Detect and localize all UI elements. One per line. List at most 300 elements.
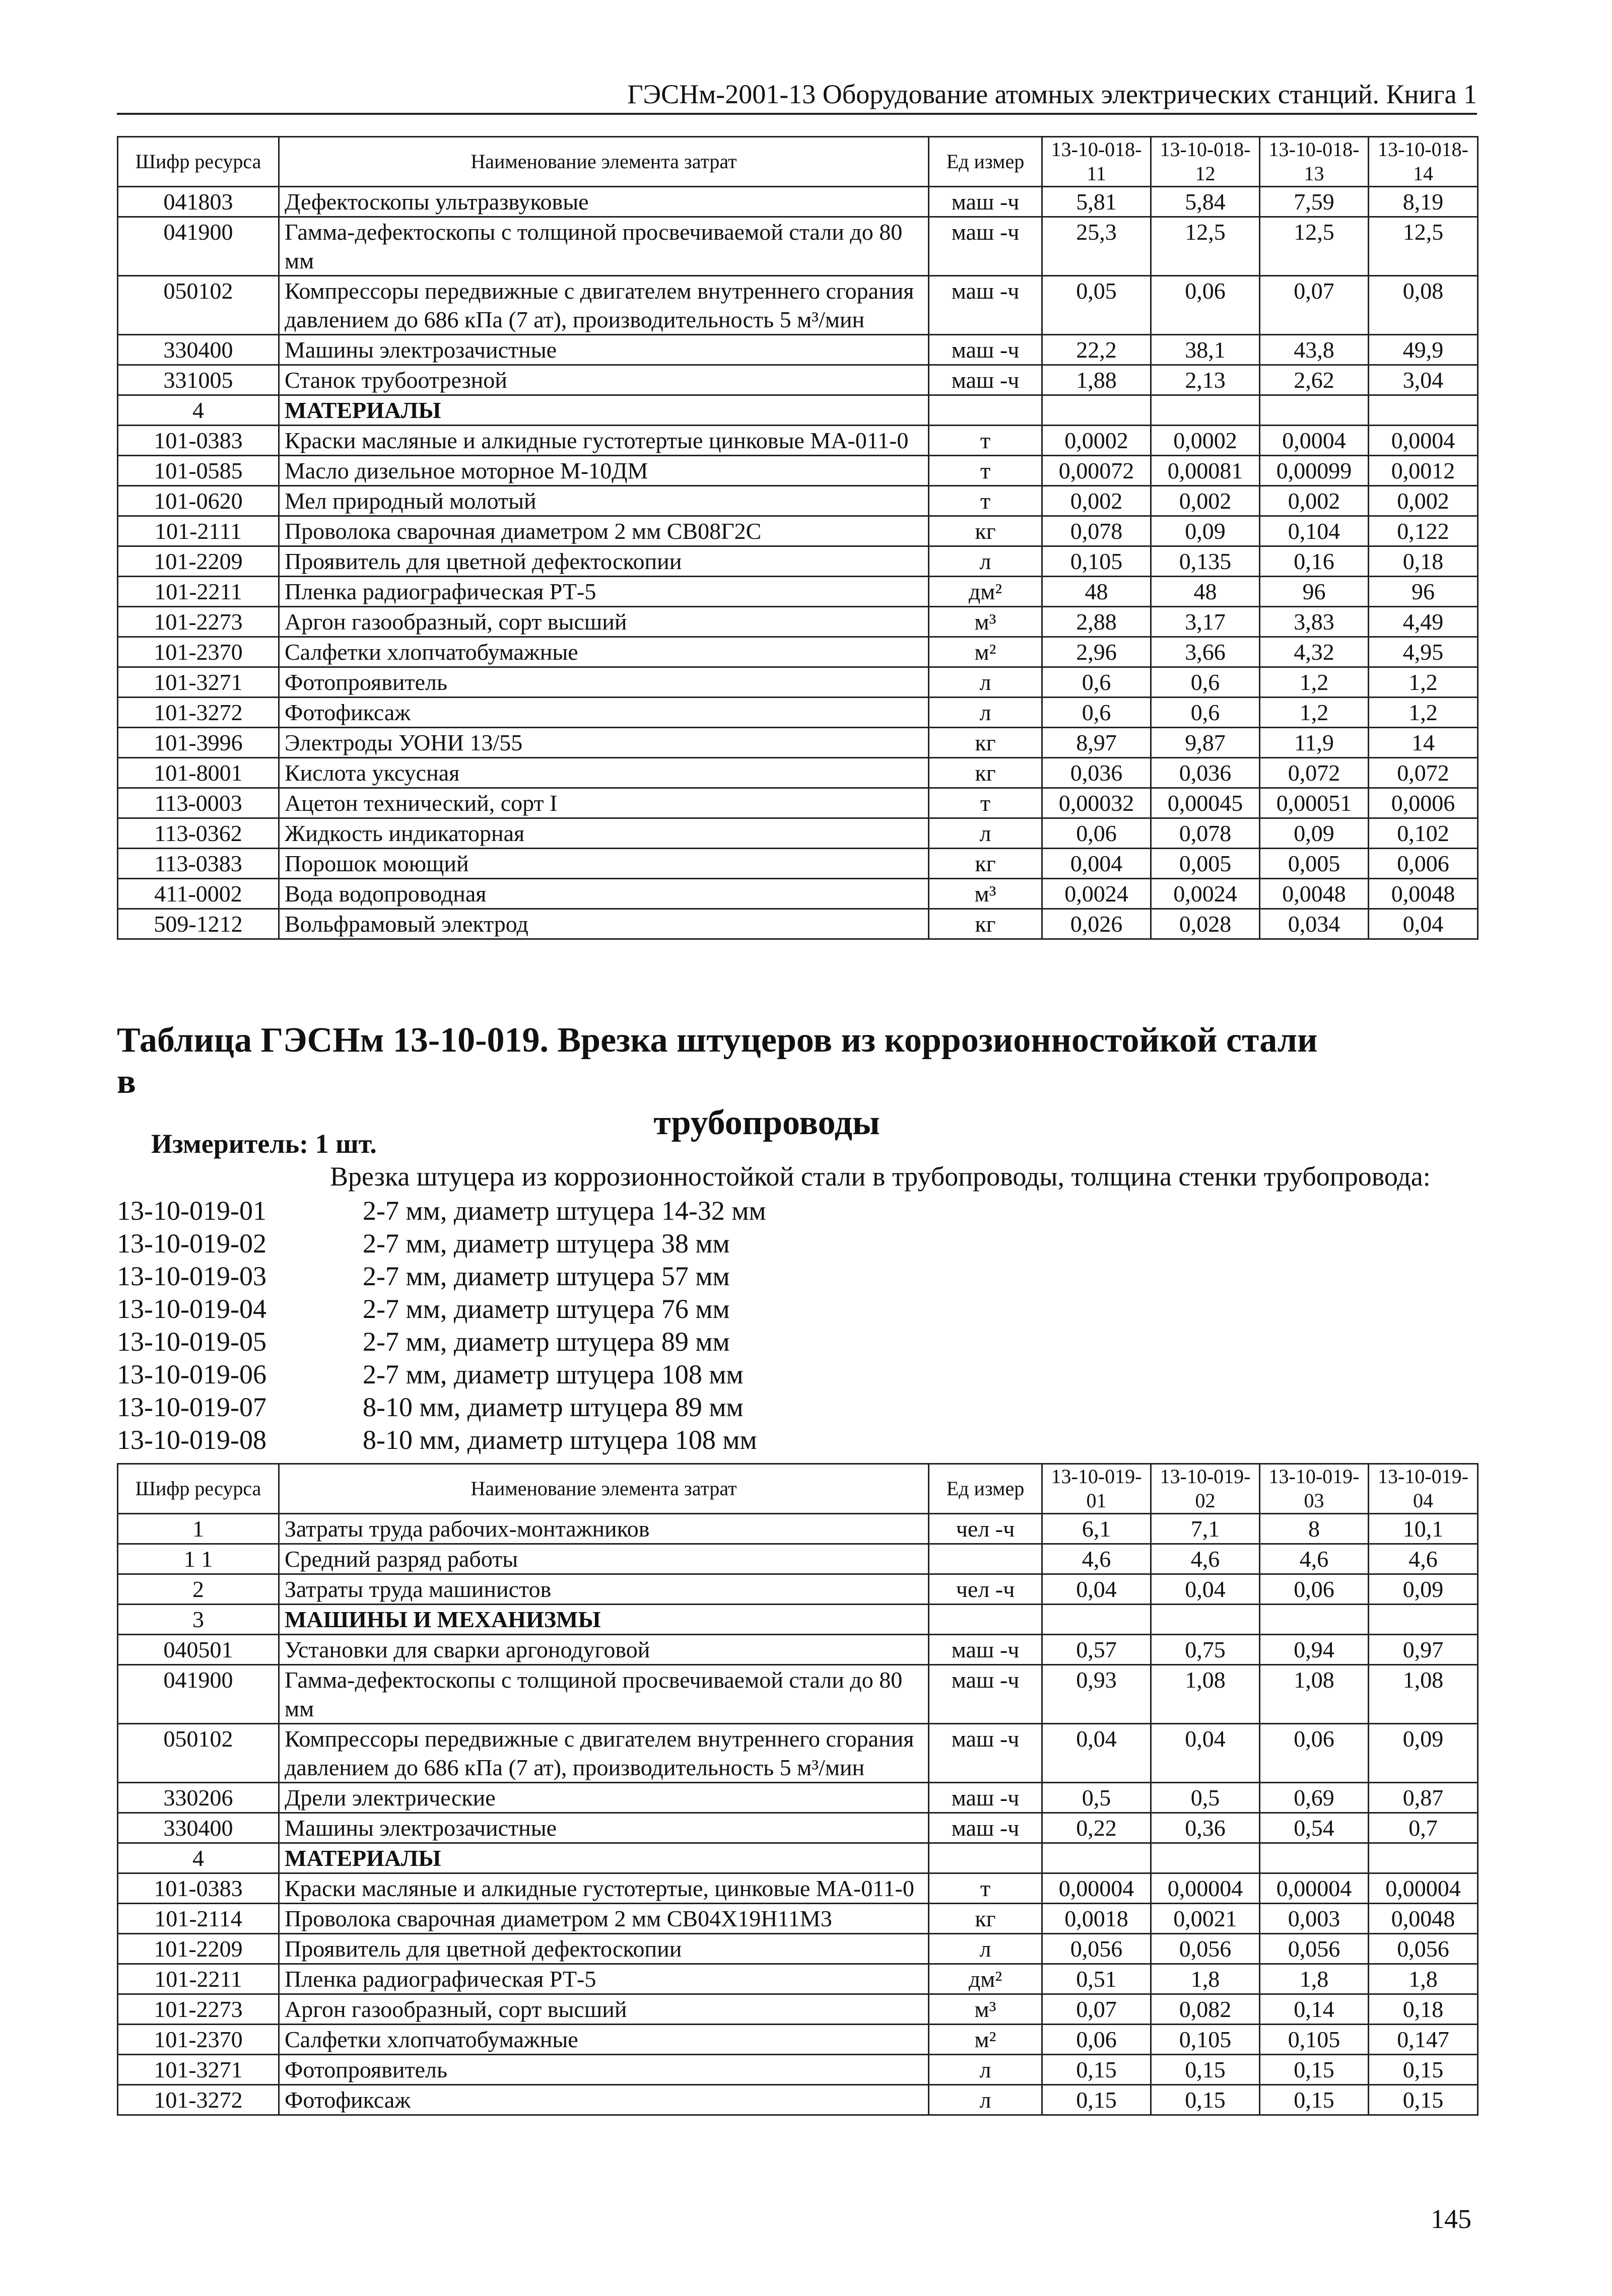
variant-code: 13-10-019-04 (117, 1294, 266, 1324)
table-row (118, 788, 1478, 818)
resource-code-cell: 050102 (118, 276, 279, 335)
value-cell: 0,105 (1151, 2025, 1260, 2055)
value-cell: 0,105 (1042, 546, 1151, 577)
unit-cell: м² (929, 2025, 1042, 2055)
value-cell: 3,66 (1151, 637, 1260, 667)
resource-code-cell: 1 1 (118, 1544, 279, 1574)
resource-code-cell: 101-2111 (118, 516, 279, 546)
value-cell: 0,056 (1042, 1934, 1151, 1964)
resource-code-cell: 101-8001 (118, 758, 279, 788)
unit-cell: л (929, 546, 1042, 577)
column-header: 13-10-019-01 (1042, 1464, 1151, 1514)
value-cell: 1,2 (1260, 667, 1369, 698)
value-cell: 0,002 (1369, 486, 1478, 516)
resource-name-cell: Проволока сварочная диаметром 2 мм СВ08Г2С (279, 516, 929, 546)
unit-cell: кг (929, 849, 1042, 879)
value-cell: 0,00081 (1151, 456, 1260, 486)
value-cell: 1,2 (1369, 667, 1478, 698)
value-cell: 0,18 (1369, 1994, 1478, 2025)
value-cell: 0,006 (1369, 849, 1478, 879)
value-cell: 12,5 (1260, 217, 1369, 276)
unit-cell: дм² (929, 1964, 1042, 1994)
resource-name-cell: Вольфрамовый электрод (279, 909, 929, 939)
table-row (118, 909, 1478, 939)
value-cell: 3,04 (1369, 365, 1478, 395)
value-cell: 0,004 (1042, 849, 1151, 879)
unit-cell: кг (929, 909, 1042, 939)
value-cell: 4,95 (1369, 637, 1478, 667)
value-cell: 0,06 (1260, 1574, 1369, 1605)
value-cell (1151, 1605, 1260, 1635)
value-cell: 7,59 (1260, 187, 1369, 217)
resource-name-cell: Фотофиксаж (279, 2085, 929, 2115)
table-row (118, 456, 1478, 486)
table-row (118, 1544, 1478, 1574)
value-cell: 0,36 (1151, 1813, 1260, 1843)
value-cell (1042, 1843, 1151, 1873)
value-cell (1260, 395, 1369, 426)
value-cell: 4,6 (1042, 1544, 1151, 1574)
unit-cell: маш -ч (929, 365, 1042, 395)
value-cell: 0,105 (1260, 2025, 1369, 2055)
table-row (118, 698, 1478, 728)
value-cell: 0,0048 (1260, 879, 1369, 909)
value-cell: 0,54 (1260, 1813, 1369, 1843)
column-header: Шифр ресурса (118, 137, 279, 187)
value-cell (1369, 1843, 1478, 1873)
table-row (118, 2085, 1478, 2115)
value-cell: 1,08 (1260, 1665, 1369, 1724)
table-row (118, 637, 1478, 667)
value-cell: 4,6 (1369, 1544, 1478, 1574)
resource-code-cell: 050102 (118, 1724, 279, 1783)
value-cell: 0,09 (1260, 818, 1369, 849)
value-cell: 43,8 (1260, 335, 1369, 365)
unit-cell (929, 395, 1042, 426)
table-row (118, 1964, 1478, 1994)
resource-code-cell: 4 (118, 1843, 279, 1873)
resource-code-cell: 041803 (118, 187, 279, 217)
table-row (118, 426, 1478, 456)
value-cell: 0,97 (1369, 1635, 1478, 1665)
value-cell: 0,056 (1369, 1934, 1478, 1964)
variant-text: 8-10 мм, диаметр штуцера 108 мм (363, 1425, 757, 1455)
resource-code-cell: 101-2370 (118, 637, 279, 667)
resource-name-cell: Жидкость индикаторная (279, 818, 929, 849)
unit-cell: маш -ч (929, 335, 1042, 365)
resource-name-cell: Гамма-дефектоскопы с толщиной просвечиваемой стали до 80 мм (279, 1665, 929, 1724)
value-cell: 1,8 (1369, 1964, 1478, 1994)
column-header: 13-10-019-04 (1369, 1464, 1478, 1514)
value-cell: 49,9 (1369, 335, 1478, 365)
value-cell: 5,84 (1151, 187, 1260, 217)
value-cell: 3,83 (1260, 607, 1369, 637)
value-cell: 0,00004 (1369, 1873, 1478, 1904)
value-cell (1151, 1843, 1260, 1873)
table-title-line2: трубопроводы (653, 1103, 880, 1142)
variant-item (117, 1260, 766, 1293)
value-cell: 0,08 (1369, 276, 1478, 335)
table-row (118, 217, 1478, 276)
resource-table-018 (117, 136, 1479, 940)
value-cell: 0,00045 (1151, 788, 1260, 818)
unit-cell: кг (929, 728, 1042, 758)
table-row (118, 2055, 1478, 2085)
table-row (118, 1635, 1478, 1665)
table-row (118, 1904, 1478, 1934)
value-cell: 0,5 (1151, 1783, 1260, 1813)
value-cell: 0,15 (1260, 2085, 1369, 2115)
value-cell: 0,122 (1369, 516, 1478, 546)
table-row (118, 516, 1478, 546)
table-row (118, 2025, 1478, 2055)
value-cell: 0,07 (1260, 276, 1369, 335)
value-cell: 0,00099 (1260, 456, 1369, 486)
variant-text: 2-7 мм, диаметр штуцера 76 мм (363, 1294, 730, 1324)
value-cell: 22,2 (1042, 335, 1151, 365)
value-cell: 0,22 (1042, 1813, 1151, 1843)
column-header: Шифр ресурса (118, 1464, 279, 1514)
column-header: 13-10-018-13 (1260, 137, 1369, 187)
value-cell: 12,5 (1369, 217, 1478, 276)
table-row (118, 365, 1478, 395)
value-cell: 0,18 (1369, 546, 1478, 577)
unit-cell: м³ (929, 607, 1042, 637)
value-cell: 0,003 (1260, 1904, 1369, 1934)
value-cell: 7,1 (1151, 1514, 1260, 1544)
value-cell: 0,04 (1042, 1574, 1151, 1605)
value-cell: 6,1 (1042, 1514, 1151, 1544)
value-cell: 0,00072 (1042, 456, 1151, 486)
table-row (118, 1994, 1478, 2025)
resource-name-cell: Пленка радиографическая РТ-5 (279, 577, 929, 607)
value-cell (1369, 1605, 1478, 1635)
value-cell: 0,87 (1369, 1783, 1478, 1813)
value-cell: 0,0002 (1151, 426, 1260, 456)
value-cell: 0,6 (1042, 667, 1151, 698)
value-cell: 0,00004 (1151, 1873, 1260, 1904)
value-cell: 0,102 (1369, 818, 1478, 849)
value-cell: 1,8 (1260, 1964, 1369, 1994)
resource-name-cell: Аргон газообразный, сорт высший (279, 1994, 929, 2025)
table-title-line1: Таблица ГЭСНм 13-10-019. Врезка штуцеров из коррозионностойкой стали в (117, 1021, 1318, 1101)
unit-cell: чел -ч (929, 1574, 1042, 1605)
unit-cell: маш -ч (929, 1783, 1042, 1813)
column-header: Наименование элемента затрат (279, 1464, 929, 1514)
resource-code-cell: 101-0620 (118, 486, 279, 516)
table-row (118, 1813, 1478, 1843)
value-cell: 0,078 (1042, 516, 1151, 546)
value-cell: 0,0002 (1042, 426, 1151, 456)
column-header: 13-10-018-12 (1151, 137, 1260, 187)
unit-cell: л (929, 2055, 1042, 2085)
resource-name-cell: Салфетки хлопчатобумажные (279, 2025, 929, 2055)
resource-code-cell: 113-0383 (118, 849, 279, 879)
unit-cell: л (929, 2085, 1042, 2115)
value-cell: 0,15 (1151, 2055, 1260, 2085)
resource-name-cell: Компрессоры передвижные с двигателем внутреннего сгорания давлением до 686 кПа (7 ат), производительность 5 м³/мин (279, 276, 929, 335)
unit-cell (929, 1544, 1042, 1574)
value-cell: 0,0048 (1369, 879, 1478, 909)
resource-code-cell: 113-0003 (118, 788, 279, 818)
value-cell: 0,056 (1260, 1934, 1369, 1964)
resource-code-cell: 101-0383 (118, 426, 279, 456)
variant-list (117, 1195, 766, 1456)
table-row (118, 1514, 1478, 1544)
unit-cell: л (929, 667, 1042, 698)
value-cell: 0,94 (1260, 1635, 1369, 1665)
table-row (118, 187, 1478, 217)
resource-code-cell: 101-3272 (118, 698, 279, 728)
table-row (118, 1665, 1478, 1724)
value-cell (1151, 395, 1260, 426)
table-row (118, 607, 1478, 637)
section-row (118, 395, 1478, 426)
resource-code-cell: 101-3996 (118, 728, 279, 758)
value-cell: 0,00004 (1260, 1873, 1369, 1904)
value-cell: 0,0012 (1369, 456, 1478, 486)
value-cell: 10,1 (1369, 1514, 1478, 1544)
unit-cell: маш -ч (929, 187, 1042, 217)
table-row (118, 849, 1478, 879)
unit-cell: маш -ч (929, 1665, 1042, 1724)
value-cell: 0,005 (1151, 849, 1260, 879)
value-cell: 0,0006 (1369, 788, 1478, 818)
table-row (118, 486, 1478, 516)
table-row (118, 758, 1478, 788)
resource-name-cell: Затраты труда машинистов (279, 1574, 929, 1605)
table-row (118, 1574, 1478, 1605)
resource-name-cell: Средний разряд работы (279, 1544, 929, 1574)
resource-code-cell: 101-3272 (118, 2085, 279, 2115)
resource-code-cell: 101-2114 (118, 1904, 279, 1934)
value-cell: 0,75 (1151, 1635, 1260, 1665)
unit-cell: т (929, 788, 1042, 818)
value-cell: 0,0018 (1042, 1904, 1151, 1934)
value-cell: 0,002 (1042, 486, 1151, 516)
value-cell: 0,07 (1042, 1994, 1151, 2025)
resource-name-cell: Проявитель для цветной дефектоскопии (279, 546, 929, 577)
value-cell: 0,078 (1151, 818, 1260, 849)
variant-code: 13-10-019-03 (117, 1261, 266, 1291)
unit-cell (929, 1843, 1042, 1873)
value-cell: 0,6 (1151, 667, 1260, 698)
value-cell: 0,082 (1151, 1994, 1260, 2025)
value-cell (1260, 1605, 1369, 1635)
value-cell: 0,002 (1151, 486, 1260, 516)
unit-cell: т (929, 426, 1042, 456)
value-cell: 25,3 (1042, 217, 1151, 276)
table-row (118, 335, 1478, 365)
resource-name-cell: Машины электрозачистные (279, 335, 929, 365)
value-cell: 0,6 (1042, 698, 1151, 728)
value-cell: 0,5 (1042, 1783, 1151, 1813)
resource-name-cell: Краски масляные и алкидные густотертые, цинковые МА-011-0 (279, 1873, 929, 1904)
unit-cell: м³ (929, 879, 1042, 909)
value-cell: 0,04 (1151, 1574, 1260, 1605)
resource-name-cell: Вода водопроводная (279, 879, 929, 909)
value-cell: 0,15 (1369, 2085, 1478, 2115)
value-cell: 1,2 (1260, 698, 1369, 728)
value-cell: 0,036 (1151, 758, 1260, 788)
value-cell (1260, 1843, 1369, 1873)
variant-text: 2-7 мм, диаметр штуцера 57 мм (363, 1261, 730, 1291)
resource-code-cell: 411-0002 (118, 879, 279, 909)
variant-text: 2-7 мм, диаметр штуцера 38 мм (363, 1228, 730, 1259)
value-cell: 0,51 (1042, 1964, 1151, 1994)
value-cell: 0,16 (1260, 546, 1369, 577)
value-cell: 0,6 (1151, 698, 1260, 728)
unit-cell (929, 1605, 1042, 1635)
value-cell: 8 (1260, 1514, 1369, 1544)
value-cell: 0,0004 (1369, 426, 1478, 456)
running-header (117, 72, 1477, 115)
value-cell: 0,072 (1369, 758, 1478, 788)
value-cell: 5,81 (1042, 187, 1151, 217)
unit-cell: чел -ч (929, 1514, 1042, 1544)
column-header: 13-10-019-03 (1260, 1464, 1369, 1514)
value-cell: 0,06 (1042, 818, 1151, 849)
resource-code-cell: 509-1212 (118, 909, 279, 939)
unit-cell: кг (929, 1904, 1042, 1934)
resource-table-019 (117, 1463, 1479, 2116)
variant-code: 13-10-019-06 (117, 1359, 266, 1389)
variant-code: 13-10-019-08 (117, 1425, 266, 1455)
value-cell: 2,62 (1260, 365, 1369, 395)
table-row (118, 276, 1478, 335)
value-cell: 0,7 (1369, 1813, 1478, 1843)
resource-code-cell: 3 (118, 1605, 279, 1635)
value-cell: 96 (1369, 577, 1478, 607)
unit-cell: маш -ч (929, 1724, 1042, 1783)
resource-name-cell: Компрессоры передвижные с двигателем внутреннего сгорания давлением до 686 кПа (7 ат), производительность 5 м³/мин (279, 1724, 929, 1783)
resource-name-cell: Дрели электрические (279, 1783, 929, 1813)
value-cell: 0,0024 (1151, 879, 1260, 909)
variant-item (117, 1424, 766, 1456)
resource-name-cell: Затраты труда рабочих-монтажников (279, 1514, 929, 1544)
resource-name-cell: Дефектоскопы ультразвуковые (279, 187, 929, 217)
resource-name-cell: Салфетки хлопчатобумажные (279, 637, 929, 667)
value-cell: 0,04 (1042, 1724, 1151, 1783)
work-description: Врезка штуцера из коррозионностойкой стали в трубопроводы, толщина стенки трубопровода: (330, 1161, 1431, 1192)
resource-name-cell: Гамма-дефектоскопы с толщиной просвечиваемой стали до 80 мм (279, 217, 929, 276)
value-cell: 0,69 (1260, 1783, 1369, 1813)
variant-item (117, 1293, 766, 1326)
resource-name-cell: Порошок моющий (279, 849, 929, 879)
resource-name-cell: Проволока сварочная диаметром 2 мм СВ04Х19Н11М3 (279, 1904, 929, 1934)
resource-code-cell: 4 (118, 395, 279, 426)
value-cell: 0,04 (1151, 1724, 1260, 1783)
resource-code-cell: 2 (118, 1574, 279, 1605)
value-cell: 0,06 (1260, 1724, 1369, 1783)
variant-item (117, 1358, 766, 1391)
value-cell: 2,13 (1151, 365, 1260, 395)
value-cell: 0,002 (1260, 486, 1369, 516)
value-cell: 0,15 (1369, 2055, 1478, 2085)
column-header: 13-10-018-14 (1369, 137, 1478, 187)
table-header-row (118, 137, 1478, 187)
unit-cell: м³ (929, 1994, 1042, 2025)
value-cell: 96 (1260, 577, 1369, 607)
running-title: ГЭСНм-2001-13 Оборудование атомных электрических станций. Книга 1 (627, 79, 1477, 109)
variant-text: 2-7 мм, диаметр штуцера 108 мм (363, 1359, 744, 1389)
value-cell: 48 (1042, 577, 1151, 607)
table-row (118, 1873, 1478, 1904)
column-header: Ед измер (929, 137, 1042, 187)
variant-text: 2-7 мм, диаметр штуцера 14-32 мм (363, 1196, 766, 1226)
resource-name-cell: Аргон газообразный, сорт высший (279, 607, 929, 637)
value-cell: 0,09 (1369, 1574, 1478, 1605)
variant-item (117, 1391, 766, 1424)
value-cell: 0,09 (1369, 1724, 1478, 1783)
table-row (118, 1783, 1478, 1813)
resource-name-cell: Фотопроявитель (279, 2055, 929, 2085)
column-header: 13-10-019-02 (1151, 1464, 1260, 1514)
value-cell: 0,135 (1151, 546, 1260, 577)
resource-name-cell: Проявитель для цветной дефектоскопии (279, 1934, 929, 1964)
variant-item (117, 1195, 766, 1227)
resource-code-cell: 101-2209 (118, 546, 279, 577)
resource-code-cell: 101-2211 (118, 577, 279, 607)
resource-name-cell: Машины электрозачистные (279, 1813, 929, 1843)
resource-code-cell: 041900 (118, 217, 279, 276)
resource-name-cell: МАТЕРИАЛЫ (279, 1843, 929, 1873)
value-cell: 11,9 (1260, 728, 1369, 758)
resource-name-cell: Пленка радиографическая РТ-5 (279, 1964, 929, 1994)
table-header-row (118, 1464, 1478, 1514)
value-cell: 3,17 (1151, 607, 1260, 637)
resource-name-cell: Установки для сварки аргонодуговой (279, 1635, 929, 1665)
value-cell (1042, 1605, 1151, 1635)
unit-cell: маш -ч (929, 276, 1042, 335)
column-header: 13-10-018-11 (1042, 137, 1151, 187)
resource-code-cell: 101-2273 (118, 607, 279, 637)
value-cell: 1,2 (1369, 698, 1478, 728)
value-cell: 0,036 (1042, 758, 1151, 788)
resource-code-cell: 113-0362 (118, 818, 279, 849)
value-cell: 48 (1151, 577, 1260, 607)
value-cell: 0,056 (1151, 1934, 1260, 1964)
value-cell: 0,0048 (1369, 1904, 1478, 1934)
table-row (118, 1724, 1478, 1783)
unit-cell: маш -ч (929, 1635, 1042, 1665)
unit-cell: кг (929, 516, 1042, 546)
variant-code: 13-10-019-02 (117, 1228, 266, 1259)
value-cell: 14 (1369, 728, 1478, 758)
value-cell (1042, 395, 1151, 426)
variant-text: 2-7 мм, диаметр штуцера 89 мм (363, 1327, 730, 1357)
resource-code-cell: 101-2211 (118, 1964, 279, 1994)
resource-code-cell: 1 (118, 1514, 279, 1544)
value-cell: 2,88 (1042, 607, 1151, 637)
resource-name-cell: Масло дизельное моторное М-10ДМ (279, 456, 929, 486)
value-cell: 4,49 (1369, 607, 1478, 637)
resource-code-cell: 330206 (118, 1783, 279, 1813)
resource-name-cell: Фотопроявитель (279, 667, 929, 698)
resource-code-cell: 101-3271 (118, 667, 279, 698)
value-cell: 0,147 (1369, 2025, 1478, 2055)
value-cell: 4,6 (1151, 1544, 1260, 1574)
resource-code-cell: 330400 (118, 335, 279, 365)
value-cell: 9,87 (1151, 728, 1260, 758)
value-cell: 0,15 (1260, 2055, 1369, 2085)
variant-item (117, 1227, 766, 1260)
resource-name-cell: Фотофиксаж (279, 698, 929, 728)
value-cell: 1,88 (1042, 365, 1151, 395)
unit-cell: дм² (929, 577, 1042, 607)
resource-code-cell: 101-0383 (118, 1873, 279, 1904)
value-cell: 0,93 (1042, 1665, 1151, 1724)
